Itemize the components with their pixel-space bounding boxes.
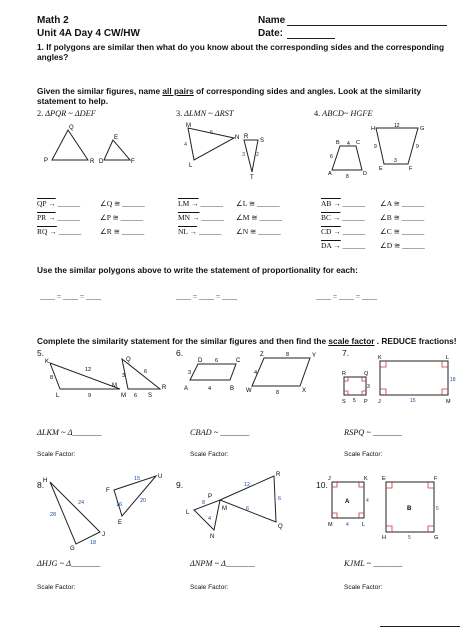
- svg-text:G: G: [420, 126, 425, 132]
- svg-text:R: R: [162, 385, 167, 391]
- svg-text:6: 6: [134, 393, 138, 399]
- svg-text:U: U: [158, 474, 163, 480]
- svg-text:N: N: [235, 135, 240, 141]
- problem-3-statement: 3. ΔLMN ~ ΔRST: [176, 109, 234, 118]
- figure-4-trapezoids: [318, 120, 438, 180]
- svg-text:4: 4: [346, 522, 349, 528]
- label-Q: Q: [69, 125, 74, 131]
- instructions-2: Use the similar polygons above to write the statement of proportionality for each:: [37, 265, 358, 275]
- svg-text:12: 12: [85, 367, 92, 373]
- svg-text:J: J: [102, 532, 105, 538]
- proportion-2[interactable]: ____ = ____ = ____: [40, 292, 101, 301]
- problem-6-scale-factor: Scale Factor:: [190, 451, 229, 458]
- svg-text:E: E: [118, 520, 123, 526]
- figure-7-rectangles: [338, 355, 458, 410]
- svg-text:12: 12: [394, 123, 400, 129]
- svg-text:24: 24: [78, 500, 85, 506]
- svg-text:2: 2: [256, 152, 260, 158]
- problem-9-num: 9.: [176, 480, 184, 490]
- svg-text:R: R: [276, 472, 281, 478]
- svg-text:M: M: [328, 522, 333, 528]
- svg-text:Q: Q: [278, 524, 283, 530]
- svg-text:G: G: [434, 535, 439, 541]
- svg-text:M: M: [186, 123, 191, 129]
- svg-text:P: P: [208, 494, 213, 500]
- figure-2-triangles: [40, 122, 140, 172]
- name-blank[interactable]: [287, 25, 447, 26]
- svg-text:18: 18: [90, 540, 97, 546]
- date-blank[interactable]: [287, 38, 335, 39]
- label-E: E: [114, 135, 119, 141]
- svg-text:4: 4: [254, 370, 258, 376]
- problem-9-scale-factor: Scale Factor:: [190, 584, 229, 591]
- figure-6-parallelograms: [180, 350, 330, 400]
- svg-text:F: F: [434, 476, 438, 482]
- problem-10-scale-factor: Scale Factor:: [344, 584, 383, 591]
- figure-9-triangles: [184, 470, 294, 550]
- svg-text:J: J: [328, 476, 331, 482]
- svg-text:4: 4: [184, 142, 188, 148]
- instructions-3: Complete the similarity statement for the similar figures and then find the scale factor . REDUCE fractions!: [37, 336, 457, 346]
- problem-5-scale-factor: Scale Factor:: [37, 451, 76, 458]
- problem-7-statement[interactable]: RSPQ ~ _______: [344, 428, 402, 437]
- svg-text:9: 9: [416, 144, 419, 150]
- name-label: Name: [258, 15, 286, 26]
- svg-text:5: 5: [436, 506, 439, 512]
- svg-text:D: D: [198, 358, 203, 364]
- svg-text:H: H: [371, 126, 375, 132]
- problem-9-statement[interactable]: ΔNPM ~ Δ_______: [190, 559, 255, 568]
- svg-text:M: M: [222, 506, 227, 512]
- svg-text:L: L: [186, 510, 190, 516]
- svg-text:6: 6: [330, 154, 333, 160]
- figure-8-triangles: [40, 470, 170, 550]
- svg-text:B: B: [336, 140, 340, 146]
- figure-5-triangles: [40, 355, 175, 405]
- svg-text:R: R: [244, 134, 249, 140]
- svg-text:3: 3: [188, 370, 192, 376]
- svg-text:Z: Z: [260, 352, 264, 358]
- svg-text:6: 6: [144, 369, 148, 375]
- svg-text:Y: Y: [312, 353, 317, 359]
- svg-text:Q: Q: [126, 357, 131, 363]
- svg-text:L: L: [56, 393, 60, 399]
- svg-text:F: F: [409, 166, 413, 172]
- problem-10-statement[interactable]: KJML ~ _______: [344, 559, 403, 568]
- problem-8-statement[interactable]: ΔHJG ~ Δ_______: [37, 559, 101, 568]
- figure-3-triangles: [178, 120, 288, 180]
- svg-text:C: C: [236, 358, 241, 364]
- svg-text:E: E: [382, 476, 386, 482]
- svg-text:6: 6: [246, 506, 250, 512]
- label-F: F: [131, 159, 135, 165]
- svg-text:4: 4: [366, 498, 369, 504]
- svg-text:5: 5: [353, 398, 356, 404]
- svg-text:K: K: [45, 359, 50, 365]
- svg-text:5: 5: [408, 535, 411, 541]
- corr-4-angles: ∠A ≅ ______ ∠B ≅ ______ ∠C ≅ ______ ∠D ≅ ______: [380, 199, 425, 250]
- problem-10-num: 10.: [316, 480, 328, 490]
- svg-text:15: 15: [410, 398, 416, 404]
- svg-text:K: K: [364, 476, 368, 482]
- svg-text:N: N: [210, 534, 215, 540]
- svg-text:4: 4: [208, 516, 212, 522]
- svg-text:H: H: [43, 478, 48, 484]
- svg-text:6: 6: [215, 358, 219, 364]
- svg-text:F: F: [106, 488, 110, 494]
- svg-text:C: C: [356, 140, 360, 146]
- svg-text:K: K: [378, 355, 382, 361]
- svg-text:W: W: [246, 388, 252, 394]
- svg-text:4: 4: [208, 386, 212, 392]
- svg-text:6: 6: [278, 496, 282, 502]
- svg-text:4: 4: [347, 141, 350, 147]
- problem-7-num: 7.: [342, 348, 350, 358]
- svg-text:B: B: [230, 386, 235, 392]
- corr-3-angles: ∠L ≅ ______ ∠M ≅ ______ ∠N ≅ ______: [236, 199, 282, 236]
- svg-text:3: 3: [122, 373, 126, 379]
- svg-text:P: P: [364, 399, 368, 405]
- svg-text:S: S: [342, 399, 346, 405]
- svg-text:R: R: [342, 371, 346, 377]
- problem-5-statement[interactable]: ΔLKM ~ Δ_______: [37, 428, 102, 437]
- svg-text:16: 16: [116, 502, 123, 508]
- svg-text:5: 5: [210, 130, 214, 136]
- svg-text:S: S: [148, 393, 153, 399]
- svg-text:A: A: [345, 499, 350, 505]
- date-label: Date:: [258, 28, 284, 39]
- svg-text:G: G: [70, 546, 75, 552]
- svg-text:28: 28: [50, 512, 57, 518]
- svg-text:A: A: [328, 171, 332, 177]
- svg-text:L: L: [446, 355, 450, 361]
- svg-text:J: J: [378, 399, 381, 405]
- svg-text:8: 8: [276, 390, 280, 396]
- problem-7-scale-factor: Scale Factor:: [344, 451, 383, 458]
- svg-text:E: E: [379, 166, 383, 172]
- svg-text:H: H: [382, 535, 386, 541]
- svg-text:3: 3: [394, 158, 397, 164]
- svg-text:B: B: [407, 506, 412, 512]
- label-P: P: [44, 158, 49, 164]
- svg-text:18: 18: [450, 377, 456, 383]
- svg-text:Q: Q: [364, 371, 369, 377]
- svg-text:9: 9: [374, 144, 377, 150]
- question-1: 1. If polygons are similar then what do you know about the corresponding sides and the corresponding angles?: [37, 42, 445, 62]
- corr-2-sides: QP → ______ PR → ______ RQ → ______: [37, 199, 82, 236]
- svg-text:20: 20: [140, 498, 147, 504]
- problem-2-statement: 2. ΔPQR ~ ΔDEF: [37, 109, 96, 118]
- svg-text:3: 3: [367, 384, 370, 390]
- svg-text:8: 8: [50, 375, 54, 381]
- course-title: Math 2: [37, 15, 69, 26]
- problem-6-num: 6.: [176, 348, 184, 358]
- svg-text:M: M: [121, 393, 126, 399]
- svg-text:M: M: [112, 383, 117, 389]
- problem-8-scale-factor: Scale Factor:: [37, 584, 76, 591]
- svg-text:L: L: [189, 163, 193, 169]
- figure-10-squares: [326, 476, 446, 546]
- svg-text:A: A: [184, 386, 189, 392]
- svg-text:15: 15: [134, 476, 141, 482]
- corr-2-angles: ∠Q ≅ ______ ∠P ≅ ______ ∠R ≅ ______: [100, 199, 145, 236]
- proportion-4[interactable]: ____ = ____ = ____: [316, 292, 377, 301]
- problem-5-num: 5.: [37, 348, 45, 358]
- svg-text:S: S: [260, 138, 265, 144]
- svg-text:8: 8: [286, 352, 290, 358]
- svg-text:3: 3: [242, 152, 246, 158]
- problem-4-statement: 4. ABCD~ HGFE: [314, 109, 373, 118]
- svg-text:8: 8: [202, 500, 206, 506]
- svg-text:9: 9: [88, 393, 92, 399]
- svg-text:8: 8: [346, 174, 349, 180]
- corr-4-sides: AB → ______ BC → ______ CD → ______ DA → ______: [321, 199, 366, 250]
- label-R: R: [90, 159, 95, 165]
- corr-3-sides: LM → ______ MN → ______ NL → ______: [178, 199, 224, 236]
- svg-text:M: M: [446, 399, 451, 405]
- instructions-1: Given the similar figures, name all pairs of corresponding sides and angles. Look at the similarity statement to help.: [37, 86, 422, 106]
- svg-text:D: D: [363, 171, 367, 177]
- svg-text:T: T: [250, 175, 254, 181]
- problem-8-num: 8.: [37, 480, 45, 490]
- problem-6-statement[interactable]: CBAD ~ _______: [190, 428, 250, 437]
- svg-text:L: L: [362, 522, 366, 528]
- proportion-3[interactable]: ____ = ____ = ____: [176, 292, 237, 301]
- svg-text:X: X: [302, 388, 307, 394]
- label-D: D: [99, 159, 104, 165]
- unit-title: Unit 4A Day 4 CW/HW: [37, 28, 140, 39]
- footer-rule: [380, 626, 460, 627]
- svg-text:12: 12: [244, 482, 251, 488]
